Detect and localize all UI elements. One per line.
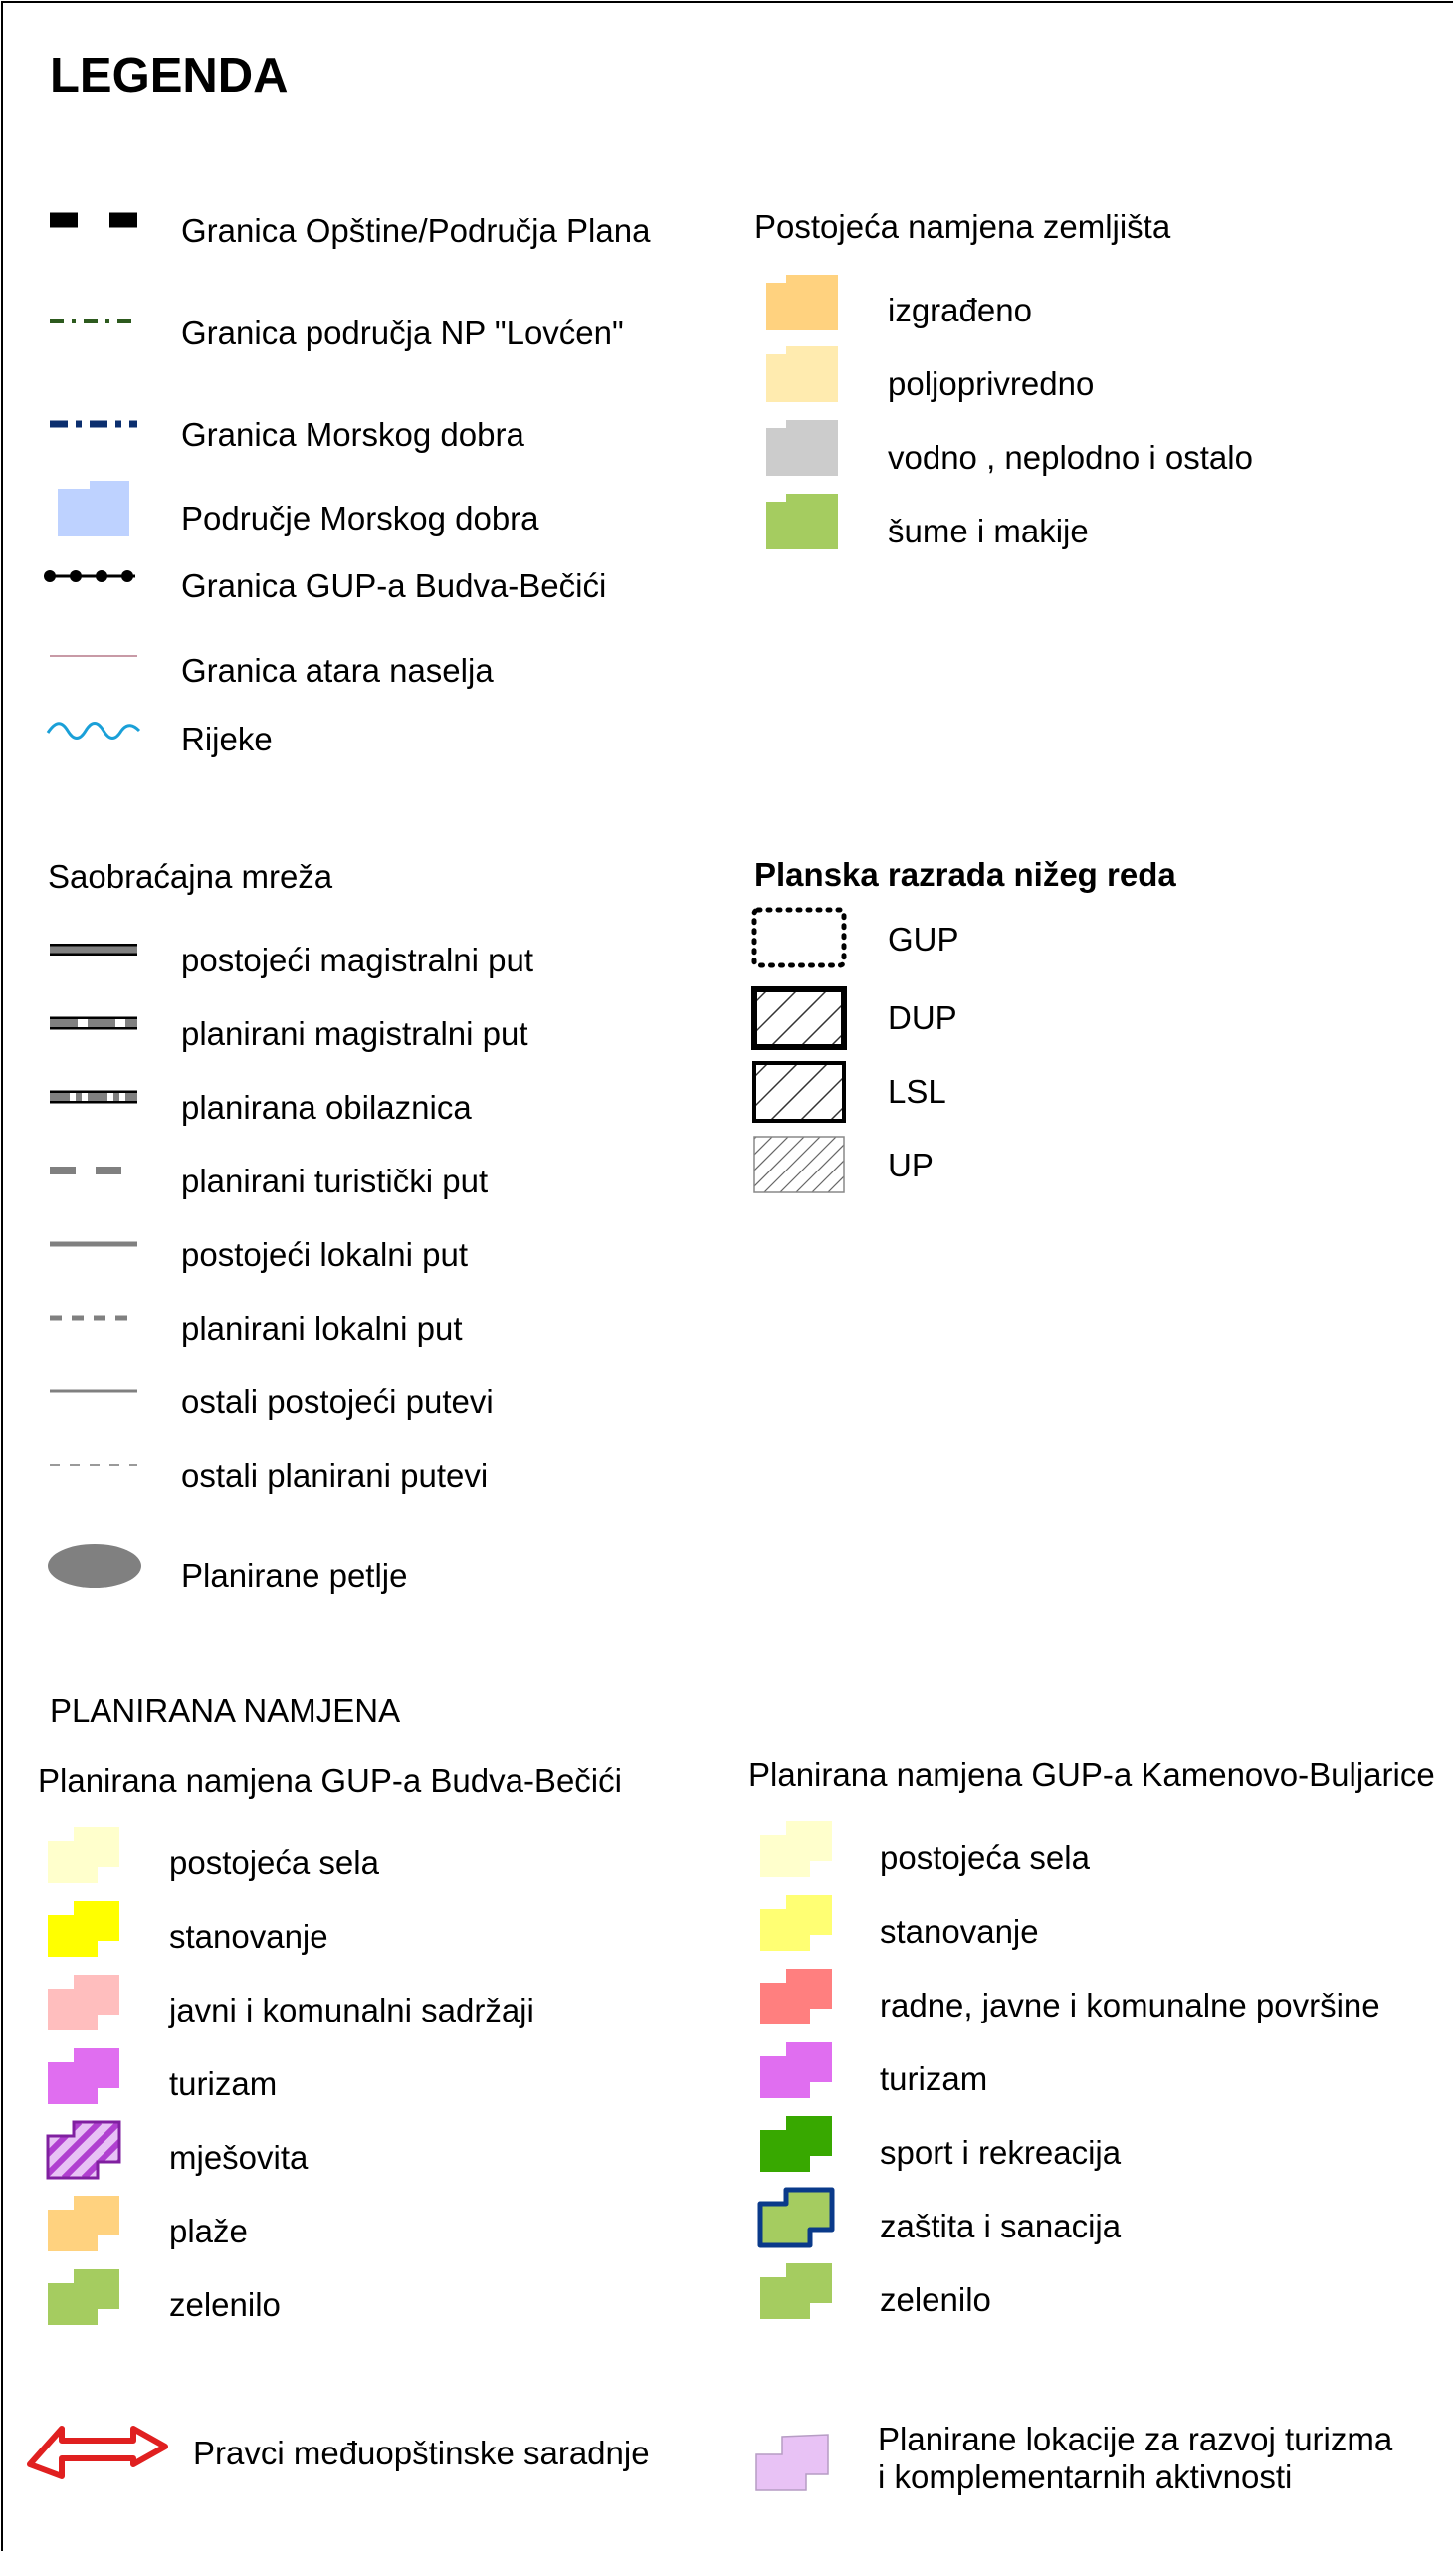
kamenovo-label-greenery: zelenilo xyxy=(880,2281,991,2318)
swatch-work-public-icon xyxy=(756,1965,836,2028)
legend-label-planned-highway: planirani magistralni put xyxy=(181,1015,528,1052)
legend-title: LEGENDA xyxy=(50,49,289,103)
dashed-black-line-icon xyxy=(48,209,139,233)
swatch-built-icon xyxy=(764,273,840,332)
cooperation-label: Pravci međuopštinske saradnje xyxy=(193,2435,650,2471)
swatch-sport-recreation-icon xyxy=(756,2112,836,2176)
planned-use-heading: PLANIRANA NAMJENA xyxy=(50,1692,401,1729)
swatch-agricultural-icon xyxy=(764,344,840,404)
wavy-river-icon xyxy=(46,717,141,746)
thick-hatched-rectangle-icon xyxy=(750,985,848,1051)
budva-label-mixed-use: mješovita xyxy=(169,2139,309,2176)
lilac-area-icon xyxy=(752,2431,832,2494)
double-grey-line-icon xyxy=(48,940,139,959)
legend-label-planned-local-road: planirani lokalni put xyxy=(181,1310,463,1347)
legend-label-up: UP xyxy=(888,1147,934,1183)
swatch-housing-icon xyxy=(756,1891,836,1955)
legend-label-dup: DUP xyxy=(888,999,957,1036)
legend-label-rivers: Rijeke xyxy=(181,721,273,757)
thin-grey-line-icon xyxy=(48,1382,139,1401)
legend-label-sea-domain-area: Područje Morskog dobra xyxy=(181,500,539,536)
tourism-locations-line1: Planirane lokacije za razvoj turizma xyxy=(878,2421,1393,2457)
legend-label-sea-domain-boundary: Granica Morskog dobra xyxy=(181,416,524,453)
tourism-locations-line2: i komplementarnih aktivnosti xyxy=(878,2458,1293,2495)
legend-label-lsl: LSL xyxy=(888,1073,946,1110)
swatch-housing-icon xyxy=(44,1897,123,1961)
grey-solid-line-icon xyxy=(48,1234,139,1254)
budva-label-existing-villages: postojeća sela xyxy=(169,1844,379,1881)
legend-label-municipality-boundary: Granica Opštine/Područja Plana xyxy=(181,212,651,249)
legend-label-planned-bypass: planirana obilaznica xyxy=(181,1089,472,1126)
dash-dot-navy-line-icon xyxy=(48,414,139,434)
swatch-public-services-icon xyxy=(44,1971,123,2034)
swatch-water-barren-icon xyxy=(764,418,840,478)
kamenovo-label-tourism: turizam xyxy=(880,2060,988,2097)
traffic-heading: Saobraćajna mreža xyxy=(48,858,333,895)
grey-short-dashed-line-icon xyxy=(48,1308,139,1328)
legend-label-agricultural: poljoprivredno xyxy=(888,365,1095,402)
thin-pink-line-icon xyxy=(48,651,139,661)
kamenovo-label-housing: stanovanje xyxy=(880,1913,1039,1950)
double-grey-dashed-line-icon xyxy=(48,1013,139,1033)
budva-label-housing: stanovanje xyxy=(169,1918,328,1955)
double-grey-dotted-line-icon xyxy=(48,1087,139,1107)
swatch-forest-icon xyxy=(764,492,840,551)
legend-label-np-lovcen-boundary: Granica područja NP "Lovćen" xyxy=(181,315,624,351)
grey-ellipse-icon xyxy=(46,1541,143,1591)
kamenovo-label-work-public: radne, javne i komunalne površine xyxy=(880,1987,1380,2023)
legend-label-planned-interchanges: Planirane petlje xyxy=(181,1557,408,1594)
legend-label-forest: šume i makije xyxy=(888,513,1089,549)
thin-grey-dashed-line-icon xyxy=(48,1455,139,1475)
swatch-tourism-icon xyxy=(756,2038,836,2102)
swatch-greenery-icon xyxy=(44,2265,123,2329)
swatch-protection-icon xyxy=(756,2186,836,2249)
kamenovo-label-protection: zaštita i sanacija xyxy=(880,2208,1122,2244)
swatch-tourism-icon xyxy=(44,2044,123,2108)
dotted-rectangle-icon xyxy=(750,906,848,969)
budva-label-beaches: plaže xyxy=(169,2213,248,2249)
legend-label-existing-local-road: postojeći lokalni put xyxy=(181,1236,469,1273)
swatch-mixed-use-icon xyxy=(44,2118,123,2182)
legend-label-gup-boundary: Granica GUP-a Budva-Bečići xyxy=(181,567,607,604)
kamenovo-label-existing-villages: postojeća sela xyxy=(880,1839,1090,1876)
legend-label-gup: GUP xyxy=(888,921,959,958)
hatched-rectangle-icon xyxy=(750,1059,848,1125)
lower-plans-heading: Planska razrada nižeg reda xyxy=(754,856,1176,893)
red-double-arrow-icon xyxy=(26,2415,171,2492)
swatch-existing-villages-icon xyxy=(756,1817,836,1881)
dotted-bead-line-icon xyxy=(42,561,141,591)
light-hatched-rectangle-icon xyxy=(750,1133,848,1196)
budva-label-public-services: javni i komunalni sadržaji xyxy=(169,1992,534,2028)
kamenovo-planned-use-heading: Planirana namjena GUP-a Kamenovo-Buljarice xyxy=(748,1756,1435,1793)
light-blue-area-icon xyxy=(56,479,131,538)
swatch-greenery-icon xyxy=(756,2259,836,2323)
swatch-existing-villages-icon xyxy=(44,1823,123,1887)
budva-label-greenery: zelenilo xyxy=(169,2286,281,2323)
legend-label-existing-highway: postojeći magistralni put xyxy=(181,942,534,978)
legend-label-other-planned-roads: ostali planirani putevi xyxy=(181,1457,489,1494)
dash-dot-green-line-icon xyxy=(48,312,139,331)
swatch-beaches-icon xyxy=(44,2192,123,2255)
legend-label-settlement-boundary: Granica atara naselja xyxy=(181,652,494,689)
legend-label-built: izgrađeno xyxy=(888,292,1032,328)
legend-label-water-barren: vodno , neplodno i ostalo xyxy=(888,439,1253,476)
legend-label-planned-tourist-road: planirani turistički put xyxy=(181,1163,489,1199)
existing-land-use-heading: Postojeća namjena zemljišta xyxy=(754,208,1171,245)
kamenovo-label-sport-recreation: sport i rekreacija xyxy=(880,2134,1122,2171)
budva-label-tourism: turizam xyxy=(169,2065,278,2102)
legend-label-other-existing-roads: ostali postojeći putevi xyxy=(181,1383,494,1420)
grey-dashed-line-icon xyxy=(48,1161,139,1180)
budva-planned-use-heading: Planirana namjena GUP-a Budva-Bečići xyxy=(38,1762,622,1799)
